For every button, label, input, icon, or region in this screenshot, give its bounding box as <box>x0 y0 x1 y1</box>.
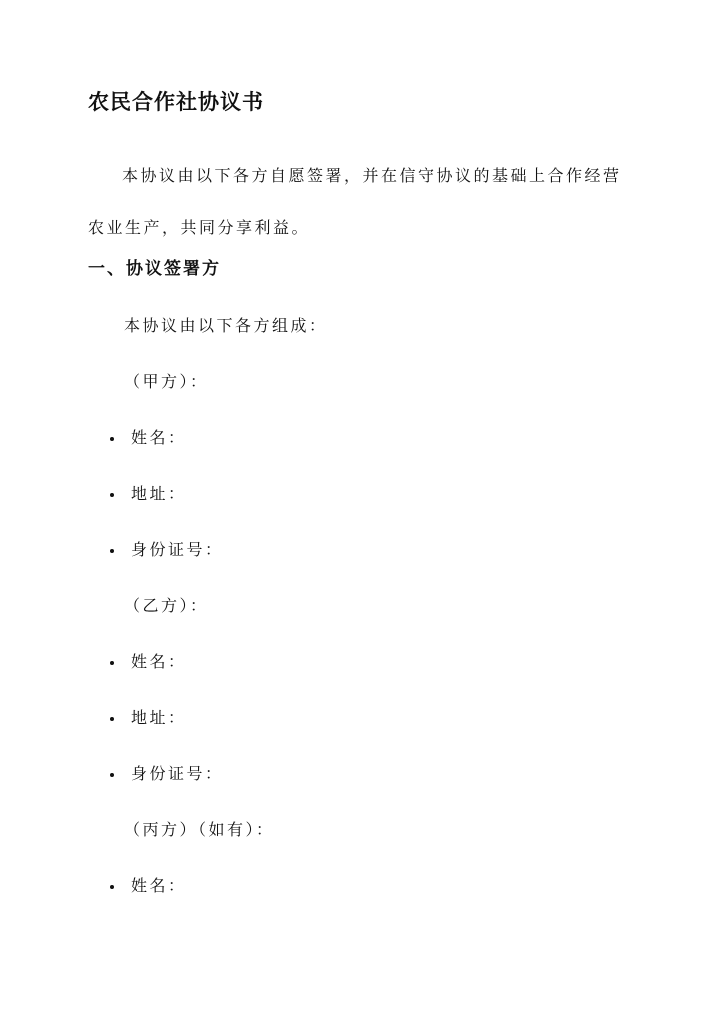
bullet-icon <box>110 493 114 497</box>
party-b-id-field: 身份证号： <box>131 764 224 783</box>
bullet-icon <box>110 437 114 441</box>
party-a-address-field: 地址： <box>131 484 187 503</box>
section-heading-signatories: 一、协议签署方 <box>88 259 221 279</box>
bullet-icon <box>110 885 114 889</box>
document-title: 农民合作社协议书 <box>88 89 264 114</box>
bullet-icon <box>110 717 114 721</box>
party-b-address-field: 地址： <box>131 708 187 727</box>
party-b-name-field: 姓名： <box>131 652 187 671</box>
party-c-label: （丙方）（如有）： <box>124 820 275 839</box>
party-a-name-field: 姓名： <box>131 428 187 447</box>
intro-paragraph: 本协议由以下各方自愿签署，并在信守协议的基础上合作经营农业生产，共同分享利益。 <box>88 166 622 237</box>
section-lead-text: 本协议由以下各方组成： <box>124 316 328 335</box>
bullet-icon <box>110 773 114 777</box>
party-a-label: （甲方）： <box>124 372 209 391</box>
party-c-name-field: 姓名： <box>131 876 187 895</box>
bullet-icon <box>110 549 114 553</box>
party-b-label: （乙方）： <box>124 596 209 615</box>
bullet-icon <box>110 661 114 665</box>
party-a-id-field: 身份证号： <box>131 540 224 559</box>
